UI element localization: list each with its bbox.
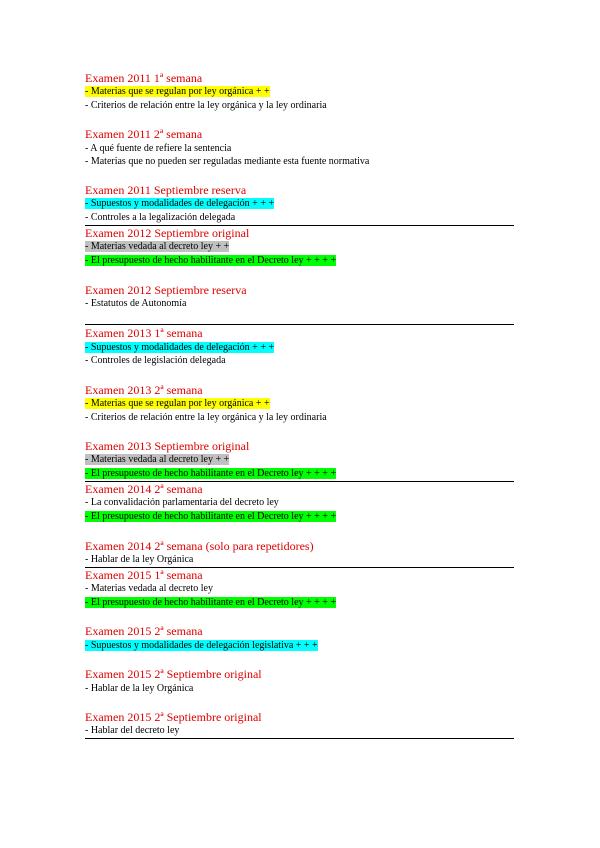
topic-item [85,597,336,609]
topic-item [85,143,231,155]
topic-item [85,255,336,267]
topic-text: - Supuestos y modalidades de delegación + + + [85,198,275,209]
topic-item [85,497,279,509]
topic-text: - Materias que se regulan por ley orgánica + + [85,86,270,97]
topic-item [85,454,229,466]
section-divider [85,324,514,325]
topic-text: - El presupuesto de hecho habilitante en el Decreto ley + + + + [85,511,337,522]
topic-text: - Hablar de la ley Orgánica [85,554,194,565]
topic-item [85,212,235,224]
topic-item [85,725,179,737]
topic-item [85,198,274,210]
topic-item [85,583,213,595]
topic-text: - Hablar de la ley Orgánica [85,683,194,694]
section-divider [85,738,514,739]
topic-text: - El presupuesto de hecho habilitante en el Decreto ley + + + + [85,597,337,608]
exam-heading: Examen 2013 Septiembre original [85,439,250,453]
topic-text: - Materias que no pueden ser reguladas mediante esta fuente normativa [85,156,370,167]
topic-item [85,355,226,367]
exam-heading: Examen 2014 2ª semana [85,482,203,496]
exam-heading: Examen 2011 2ª semana [85,127,203,141]
exam-heading: Examen 2015 2ª Septiembre original [85,710,262,724]
topic-text: - Controles de legislación delegada [85,355,226,366]
topic-item [85,640,318,652]
topic-item [85,554,193,566]
topic-text: - Supuestos y modalidades de delegación legislativa + + + [85,640,318,651]
topic-text: - Criterios de relación entre la ley orgánica y la ley ordinaria [85,412,327,423]
topic-item [85,342,274,354]
exam-heading: Examen 2015 1ª semana [85,568,203,582]
topic-item [85,398,270,410]
topic-text: - El presupuesto de hecho habilitante en el Decreto ley + + + + [85,468,337,479]
topic-text: - A qué fuente de refiere la sentencia [85,143,232,154]
topic-text: - Controles a la legalización delegada [85,212,236,223]
topic-item [85,241,229,253]
topic-text: - Hablar del decreto ley [85,725,180,736]
topic-item [85,100,327,112]
topic-text: - Supuestos y modalidades de delegación + + + [85,342,275,353]
topic-item [85,511,336,523]
topic-text: - Materias que se regulan por ley orgánica + + [85,398,270,409]
topic-text: - Criterios de relación entre la ley orgánica y la ley ordinaria [85,100,327,111]
exam-heading: Examen 2012 Septiembre reserva [85,283,247,297]
exam-heading: Examen 2015 2ª semana [85,624,203,638]
exam-heading: Examen 2013 1ª semana [85,326,203,340]
exam-heading: Examen 2011 1ª semana [85,71,203,85]
topic-text: - Materias vedada al decreto ley + + [85,241,230,252]
topic-text: - Materias vedada al decreto ley + + [85,454,230,465]
exam-heading: Examen 2015 2ª Septiembre original [85,667,262,681]
exam-heading: Examen 2013 2ª semana [85,383,203,397]
topic-item [85,683,193,695]
exam-heading: Examen 2011 Septiembre reserva [85,183,247,197]
exam-heading: Examen 2014 2ª semana (solo para repetidores) [85,539,314,553]
topic-text: - El presupuesto de hecho habilitante en el Decreto ley + + + + [85,255,337,266]
topic-item [85,156,369,168]
topic-item [85,298,186,310]
topic-item [85,86,270,98]
topic-item [85,412,327,424]
topic-text: - Materias vedada al decreto ley [85,583,213,594]
topic-text: - Estatutos de Autonomía [85,298,187,309]
exam-heading: Examen 2012 Septiembre original [85,226,250,240]
topic-text: - La convalidación parlamentaria del decreto ley [85,497,279,508]
topic-item [85,468,336,480]
